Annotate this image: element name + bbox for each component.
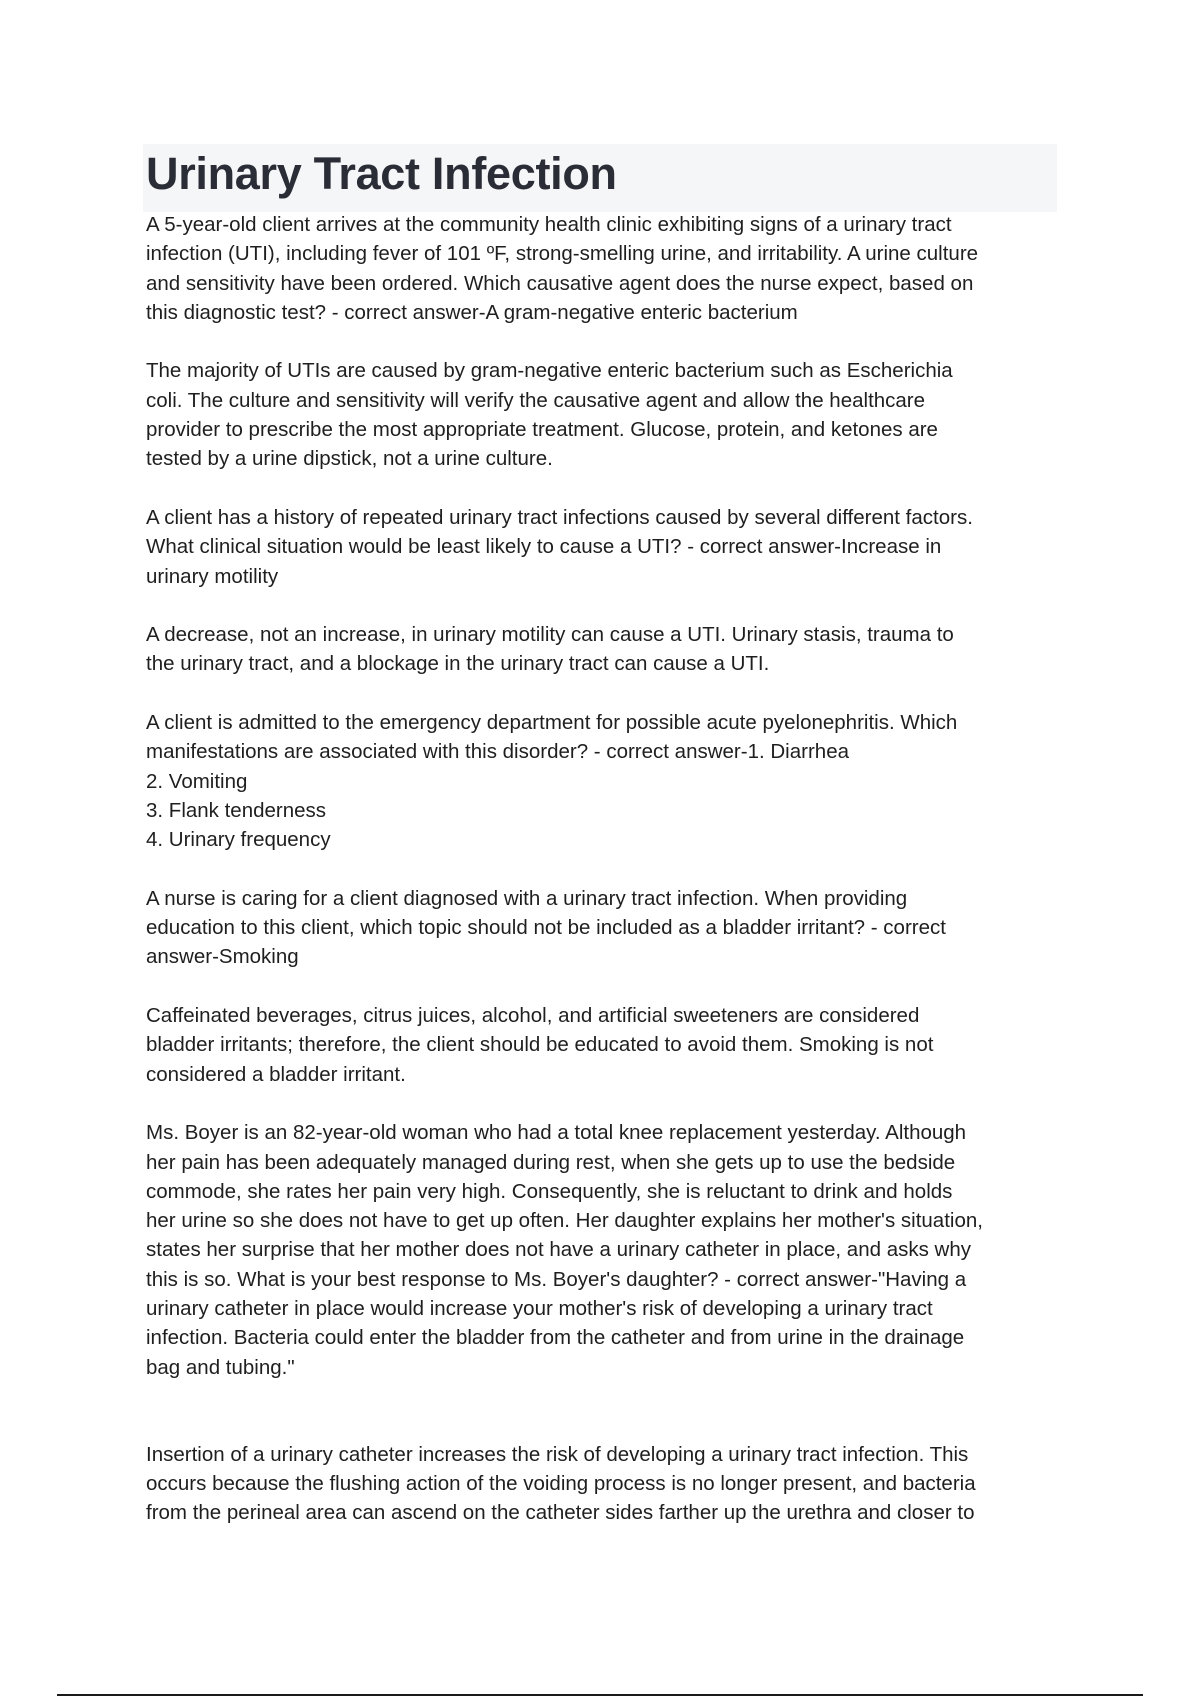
list-item: 2. Vomiting bbox=[146, 769, 248, 793]
text-line: provider to prescribe the most appropriate treatment. Glucose, protein, and ketones are bbox=[146, 418, 938, 442]
text-line: urinary motility bbox=[146, 564, 279, 588]
text-line: infection. Bacteria could enter the bladder from the catheter and from urine in the drainage bbox=[146, 1326, 965, 1350]
text-line: considered a bladder irritant. bbox=[146, 1062, 406, 1086]
text-line: infection (UTI), including fever of 101 ºF, strong-smelling urine, and irritability. A urine culture bbox=[146, 242, 979, 266]
paragraph-bladder-irritant-explanation bbox=[146, 1001, 1061, 1089]
text-line: this is so. What is your best response to Ms. Boyer's daughter? - correct answer-"Having a bbox=[146, 1267, 967, 1291]
text-line: urinary catheter in place would increase your mother's risk of developing a urinary tract bbox=[146, 1296, 933, 1320]
text-line: education to this client, which topic should not be included as a bladder irritant? - correct bbox=[146, 916, 946, 940]
text-line: A decrease, not an increase, in urinary motility can cause a UTI. Urinary stasis, trauma to bbox=[146, 623, 954, 647]
text-line: Insertion of a urinary catheter increases the risk of developing a urinary tract infection. This bbox=[146, 1442, 969, 1466]
paragraph-motility-explanation bbox=[146, 620, 1061, 679]
text-line: A 5-year-old client arrives at the community health clinic exhibiting signs of a urinary tract bbox=[146, 213, 952, 236]
text-line: the urinary tract, and a blockage in the urinary tract can cause a UTI. bbox=[146, 652, 770, 676]
text-line: tested by a urine dipstick, not a urine culture. bbox=[146, 447, 553, 471]
text-line: her urine so she does not have to get up often. Her daughter explains her mother's situation, bbox=[146, 1209, 983, 1233]
list-item: 3. Flank tenderness bbox=[146, 798, 327, 822]
text-line: coli. The culture and sensitivity will verify the causative agent and allow the healthcare bbox=[146, 388, 926, 412]
text-line: A client has a history of repeated urinary tract infections caused by several different factors. bbox=[146, 505, 973, 529]
text-line: answer-Smoking bbox=[146, 945, 299, 969]
text-line: manifestations are associated with this disorder? - correct answer-1. Diarrhea bbox=[146, 740, 849, 764]
text-line: bag and tubing." bbox=[146, 1355, 295, 1379]
text-line: Ms. Boyer is an 82-year-old woman who had a total knee replacement yesterday. Although bbox=[146, 1121, 967, 1145]
paragraph-catheter-explanation bbox=[146, 1440, 1061, 1528]
text-line: commode, she rates her pain very high. Consequently, she is reluctant to drink and holds bbox=[146, 1179, 953, 1203]
text-line: A client is admitted to the emergency department for possible acute pyelonephritis. Which bbox=[146, 711, 958, 735]
text-line: and sensitivity have been ordered. Which causative agent does the nurse expect, based on bbox=[146, 271, 974, 295]
text-line: What clinical situation would be least likely to cause a UTI? - correct answer-Increase in bbox=[146, 535, 942, 559]
paragraph-repeated-uti-question bbox=[146, 503, 1061, 591]
footer-divider bbox=[57, 1694, 1143, 1696]
text-line: The majority of UTIs are caused by gram-negative enteric bacterium such as Escherichia bbox=[146, 359, 953, 383]
paragraph-bladder-irritant-question bbox=[146, 884, 1061, 972]
document-title: Urinary Tract Infection bbox=[146, 148, 617, 199]
text-line: occurs because the flushing action of the voiding process is no longer present, and bacteria bbox=[146, 1472, 976, 1496]
paragraph-pyelonephritis-question bbox=[146, 708, 1061, 854]
text-line: A nurse is caring for a client diagnosed with a urinary tract infection. When providing bbox=[146, 886, 908, 910]
document-body bbox=[146, 210, 1061, 1557]
text-line: Caffeinated beverages, citrus juices, alcohol, and artificial sweeteners are considered bbox=[146, 1004, 920, 1028]
paragraph-uti-explanation bbox=[146, 356, 1061, 473]
text-line: her pain has been adequately managed during rest, when she gets up to use the bedside bbox=[146, 1150, 956, 1174]
text-line: states her surprise that her mother does not have a urinary catheter in place, and asks why bbox=[146, 1238, 971, 1262]
paragraph-ms-boyer-question bbox=[146, 1118, 1061, 1382]
list-item: 4. Urinary frequency bbox=[146, 828, 331, 852]
text-line: from the perineal area can ascend on the catheter sides farther up the urethra and closer to bbox=[146, 1501, 975, 1525]
text-line: this diagnostic test? - correct answer-A gram-negative enteric bacterium bbox=[146, 300, 798, 324]
paragraph-uti-causative-agent bbox=[146, 210, 1061, 327]
text-line: bladder irritants; therefore, the client should be educated to avoid them. Smoking is not bbox=[146, 1033, 934, 1057]
